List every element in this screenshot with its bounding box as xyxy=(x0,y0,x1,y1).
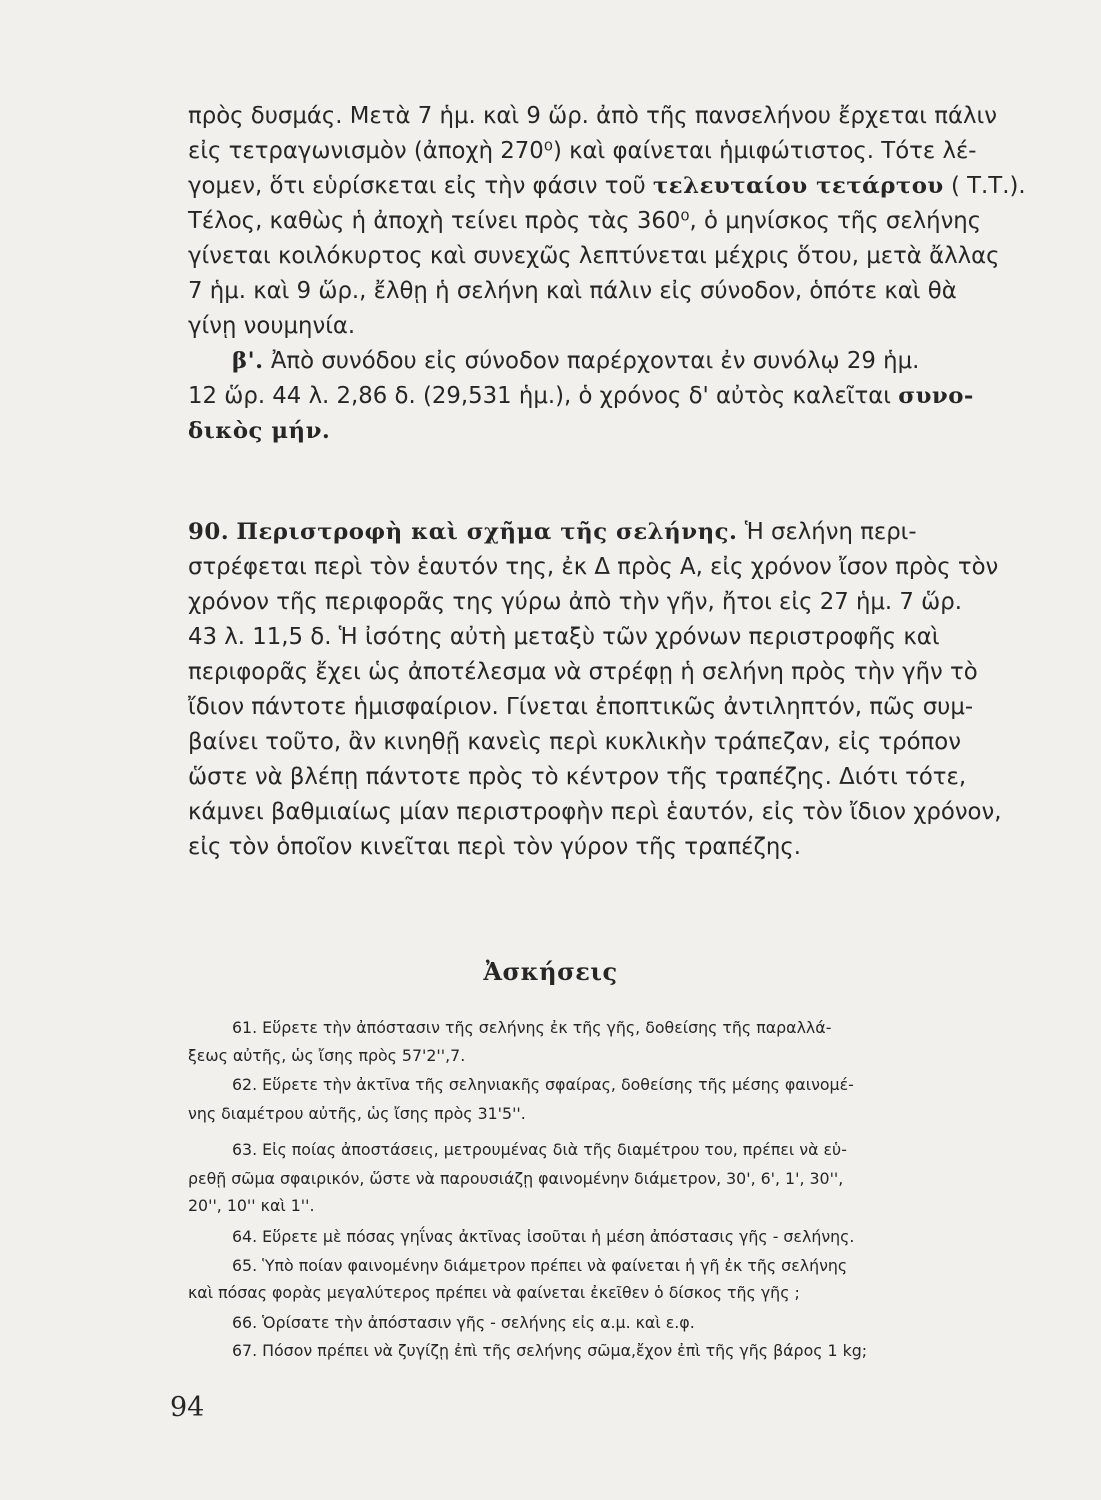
section-90-line-6: ἴδιον πάντοτε ἡμισφαίριον. Γίνεται ἐποπτικῶς ἀντιληπτόν, πῶς συμ- xyxy=(188,694,974,720)
last-quarter-term: τελευταίου τετάρτου xyxy=(652,173,944,199)
exercise-65-line-2: καὶ πόσας φορὰς μεγαλύτερος πρέπει νὰ φαίνεται ἐκεῖθεν ὁ δίσκος τῆς γῆς ; xyxy=(188,1283,800,1302)
point-b-text-2: 12 ὥρ. 44 λ. 2,86 δ. (29,531 ἡμ.), ὁ χρόνος δ' αὐτὸς καλεῖται xyxy=(188,383,892,409)
section-90-line-1 xyxy=(188,518,917,546)
section-90-line-7: βαίνει τοῦτο, ἂν κινηθῇ κανεὶς περὶ κυκλικὴν τράπεζαν, εἰς τρόπον xyxy=(188,729,961,755)
last-quarter-abbrev: ( Τ.Τ.). xyxy=(950,173,1026,199)
section-90-text-1: Ἡ σελήνη περι- xyxy=(744,519,917,545)
synodic-term-end: δικὸς μήν. xyxy=(188,418,331,444)
section-90-line-10: εἰς τὸν ὁποῖον κινεῖται περὶ τὸν γύρον τῆς τραπέζης. xyxy=(188,834,801,860)
exercise-65-line-1: 65. Ὑπὸ ποίαν φαινομένην διάμετρον πρέπει νὰ φαίνεται ἡ γῆ ἐκ τῆς σελήνης xyxy=(232,1256,848,1275)
intro-line-5: γίνεται κοιλόκυρτος καὶ συνεχῶς λεπτύνεται μέχρις ὅτου, μετὰ ἄλλας xyxy=(188,243,1000,269)
intro-line-1: πρὸς δυσμάς. Μετὰ 7 ἡμ. καὶ 9 ὥρ. ἀπὸ τῆς πανσελήνου ἔρχεται πάλιν xyxy=(188,103,997,129)
exercise-63-line-1: 63. Εἰς ποίας ἀποστάσεις, μετρουμένας διὰ τῆς διαμέτρου του, πρέπει νὰ εὑ- xyxy=(232,1140,847,1159)
intro-line-4: Τέλος, καθὼς ἡ ἀποχὴ τείνει πρὸς τὰς 360⁰, ὁ μηνίσκος τῆς σελήνης xyxy=(188,208,982,234)
exercise-67-line-1: 67. Πόσον πρέπει νὰ ζυγίζῃ ἐπὶ τῆς σελήνης σῶμα,ἔχον ἐπὶ τῆς γῆς βάρος 1 kg; xyxy=(232,1341,868,1360)
intro-line-3-text: γομεν, ὅτι εὑρίσκεται εἰς τὴν φάσιν τοῦ xyxy=(188,173,646,199)
exercise-62-line-1: 62. Εὕρετε τὴν ἀκτῖνα τῆς σεληνιακῆς σφαίρας, δοθείσης τῆς μέσης φαινομέ- xyxy=(232,1075,854,1094)
exercise-63-line-3: 20'', 10'' καὶ 1''. xyxy=(188,1196,315,1215)
exercise-64-line-1: 64. Εὕρετε μὲ πόσας γηΐνας ἀκτῖνας ἰσοῦται ἡ μέση ἀπόστασις γῆς - σελήνης. xyxy=(232,1227,855,1246)
page-number: 94 xyxy=(170,1392,205,1423)
section-90-line-5: περιφορᾶς ἔχει ὡς ἀποτέλεσμα νὰ στρέφῃ ἡ σελήνη πρὸς τὴν γῆν τὸ xyxy=(188,659,978,685)
point-b-marker: β'. xyxy=(232,348,264,374)
section-90-number: 90. xyxy=(188,519,230,545)
intro-line-6: 7 ἡμ. καὶ 9 ὥρ., ἔλθῃ ἡ σελήνη καὶ πάλιν εἰς σύνοδον, ὁπότε καὶ θὰ xyxy=(188,278,957,304)
point-b-line-2 xyxy=(188,382,974,410)
exercise-62-line-2: νης διαμέτρου αὐτῆς, ὡς ἴσης πρὸς 31'5''. xyxy=(188,1104,526,1123)
section-90-line-4: 43 λ. 11,5 δ. Ἡ ἰσότης αὐτὴ μεταξὺ τῶν χρόνων περιστροφῆς καὶ xyxy=(188,624,940,650)
point-b-line-1 xyxy=(232,347,919,375)
point-b-text-1: Ἀπὸ συνόδου εἰς σύνοδον παρέρχονται ἐν συνόλῳ 29 ἡμ. xyxy=(270,348,920,374)
section-90-line-9: κάμνει βαθμιαίως μίαν περιστροφὴν περὶ ἑαυτόν, εἰς τὸν ἴδιον χρόνον, xyxy=(188,799,1002,825)
intro-line-2: εἰς τετραγωνισμὸν (ἀποχὴ 270⁰) καὶ φαίνεται ἡμιφώτιστος. Τότε λέ- xyxy=(188,138,977,164)
intro-line-7: γίνῃ νουμηνία. xyxy=(188,313,356,339)
exercise-61-line-1: 61. Εὕρετε τὴν ἀπόστασιν τῆς σελήνης ἐκ τῆς γῆς, δοθείσης τῆς παραλλά- xyxy=(232,1018,832,1037)
section-90-heading: Περιστροφὴ καὶ σχῆμα τῆς σελήνης. xyxy=(236,519,738,545)
exercises-title: Ἀσκήσεις xyxy=(483,957,618,986)
section-90-line-8: ὥστε νὰ βλέπῃ πάντοτε πρὸς τὸ κέντρον τῆς τραπέζης. Διότι τότε, xyxy=(188,764,967,790)
section-90-line-3: χρόνον τῆς περιφορᾶς της γύρω ἀπὸ τὴν γῆν, ἤτοι εἰς 27 ἡμ. 7 ὥρ. xyxy=(188,589,962,615)
exercise-63-line-2: ρεθῇ σῶμα σφαιρικόν, ὥστε νὰ παρουσιάζῃ φαινομένην διάμετρον, 30', 6', 1', 30'', xyxy=(188,1169,844,1188)
synodic-term-start: συνο- xyxy=(898,383,974,409)
exercise-66-line-1: 66. Ὁρίσατε τὴν ἀπόστασιν γῆς - σελήνης εἰς α.μ. καὶ ε.φ. xyxy=(232,1313,695,1332)
section-90-line-2: στρέφεται περὶ τὸν ἑαυτόν της, ἐκ Δ πρὸς Α, εἰς χρόνον ἴσον πρὸς τὸν xyxy=(188,554,999,580)
intro-line-3 xyxy=(188,172,1026,200)
exercise-61-line-2: ξεως αὐτῆς, ὡς ἴσης πρὸς 57'2'',7. xyxy=(188,1046,466,1065)
